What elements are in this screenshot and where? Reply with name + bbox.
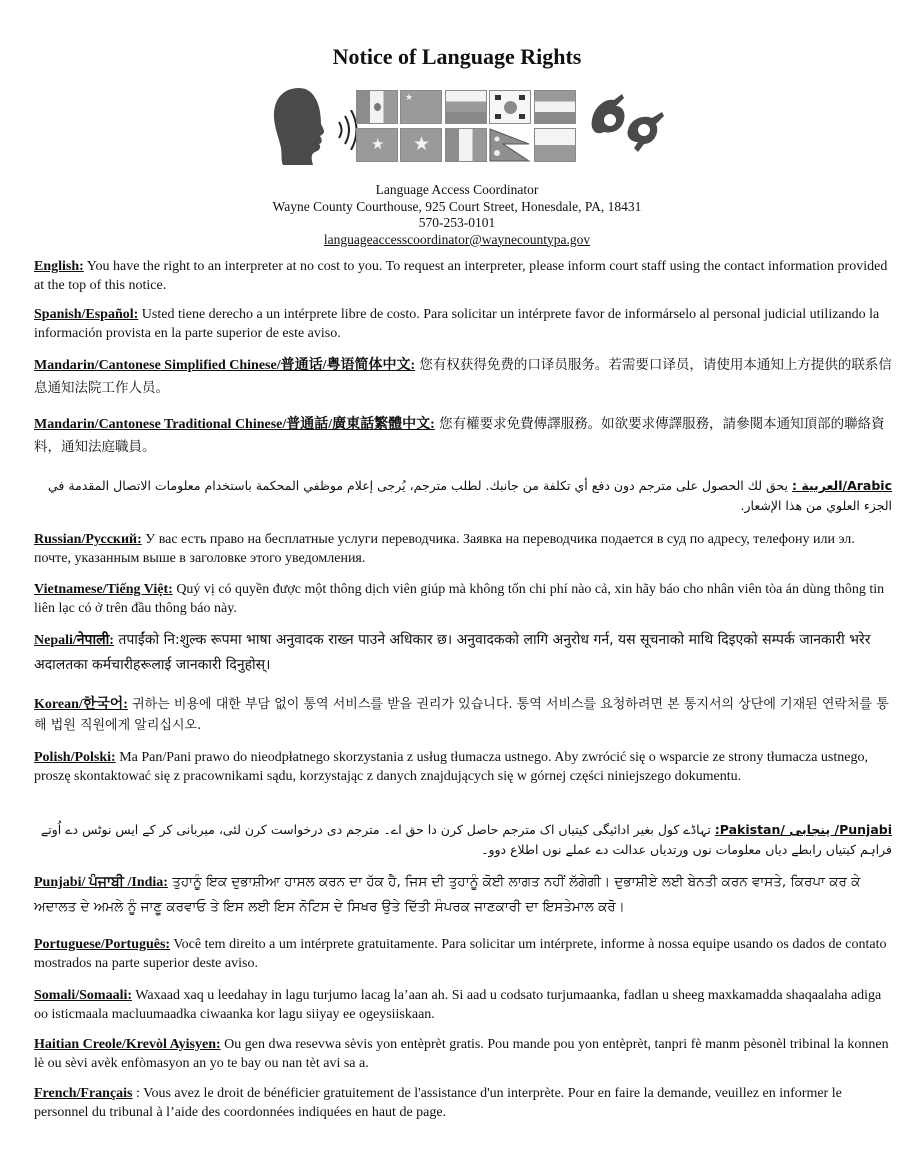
notice-spanish — [34, 305, 892, 343]
notice-text: يحق لك الحصول على مترجم دون دفع أي تكلفة من جانبك. لطلب مترجم، يُرجى إعلام موظفي المحكمة باستخدام معلومات الاتصال المقدمة في الجزء العلوي من هذا الإشعار. — [48, 478, 892, 513]
south-korea-flag-icon — [489, 90, 531, 124]
notice-text: 您有权获得免费的口译员服务。若需要口译员，请使用本通知上方提供的联系信息通知法院工作人员。 — [34, 357, 892, 396]
notice-punjabi-india — [34, 870, 892, 920]
notice-nepali — [34, 628, 892, 678]
language-label: Spanish/Español: — [34, 307, 139, 322]
poland-flag-icon — [534, 128, 576, 162]
notice-portuguese — [34, 935, 892, 973]
notice-russian — [34, 530, 892, 568]
france-flag-icon — [445, 128, 487, 162]
notice-text: तपाईंको नि:शुल्क रूपमा भाषा अनुवादक राख्न पाउने अधिकार छ। अनुवादकको लागि अनुरोध गर्न, यस सूचनाको माथि दिइएको सम्पर्क जानकारी भरेर अदालतका कर्मचारीहरूलाई जानकारी दिनुहोस्। — [34, 632, 871, 673]
notice-text: Ma Pan/Pani prawo do nieodpłatnego skorzystania z usług tłumacza ustnego. Aby zwrócić się o wsparcie ze strony tłumacza ustnego, proszę skontaktować się z pracownikami sądu, korzystając z danych znajdujących się w górnej części niniejszego dokumentu. — [34, 750, 868, 784]
language-label: Polish/Polski: — [34, 750, 116, 765]
language-label: Punjabi/ ਪੰਜਾਬੀ /India: — [34, 875, 168, 890]
contact-role: Language Access Coordinator — [375, 182, 539, 197]
notice-french — [34, 1084, 892, 1122]
notice-vietnamese — [34, 580, 892, 618]
contact-address: Wayne County Courthouse, 925 Court Street, Honesdale, PA, 18431 — [272, 198, 642, 214]
language-label: Russian/Русский: — [34, 532, 142, 547]
notice-text: ਤੁਹਾਨੂੰ ਇਕ ਦੁਭਾਸ਼ੀਆ ਹਾਸਲ ਕਰਨ ਦਾ ਹੱਕ ਹੈ, ਜਿਸ ਦੀ ਤੁਹਾਨੂੰ ਕੋਈ ਲਾਗਤ ਨਹੀਂ ਲੱਗੇਗੀ। ਦੁਭਾਸ਼ੀਏ ਲਈ ਬੇਨਤੀ ਕਰਨ ਵਾਸਤੇ, ਕਿਰਪਾ ਕਰ ਕੇ ਅਦਾਲਤ ਦੇ ਅਮਲੇ ਨੂੰ ਜਾਣੂ ਕਰਵਾਓ ਤੇ ਇਸ ਲਈ ਇਸ ਨੋਟਿਸ ਦੇ ਸਿਖਰ ਉਤੇ ਦਿੱਤੀ ਸੰਪਰਕ ਜਾਣਕਾਰੀ ਦਾ ਇਸਤੇਮਾਲ ਕਰੋ। — [34, 874, 861, 915]
nepal-flag-icon — [489, 128, 531, 162]
language-label: Arabic/العربية : — [791, 478, 892, 493]
notice-text: 您有權要求免費傳譯服務。如欲要求傳譯服務，請參閱本通知頂部的聯絡資料，通知法庭職員。 — [34, 416, 885, 455]
contact-phone: 570-253-0101 — [418, 215, 496, 230]
language-label: Nepali/नेपाली: — [34, 633, 114, 648]
notice-text: Usted tiene derecho a un intérprete libre de costo. Para solicitar un intérprete favor de informárselo al personal judicial utilizando la información provista en la parte superior de este aviso. — [34, 307, 880, 341]
language-label: Haitian Creole/Krevòl Ayisyen: — [34, 1037, 221, 1052]
language-label: English: — [34, 259, 84, 274]
language-label: Portuguese/Português: — [34, 937, 171, 952]
notice-text: Ou gen dwa resevwa sèvis yon entèprèt gratis. Pou mande pou yon entèprèt, tanpri fè manm pèsonèl tribinal la konnen lè ou sèvi avèk enfòmasyon an yo te bay ou nan tèt avi sa a. — [34, 1037, 889, 1071]
notice-chinese-traditional — [34, 413, 892, 458]
language-label: French/Français — [34, 1086, 133, 1101]
notice-somali — [34, 986, 892, 1024]
notice-haitian-creole — [34, 1035, 892, 1073]
notice-korean — [34, 694, 892, 736]
notice-chinese-simplified — [34, 354, 892, 399]
contact-email-link[interactable]: languageaccesscoordinator@waynecountypa.gov — [323, 231, 591, 247]
notice-text: تہاڈے کول بغیر ادائیگی کیتیاں اک مترجم حاصل کرن دا حق اے۔ مترجم دی درخواست کرن لئی، میربانی کر کے ایس نوٹس دے اُوتے فراہم کیتیاں رابطے دیاں معلومات نوں ورتدیاں عدالت دے عملے نوں اطلاع دوو۔ — [40, 822, 892, 857]
russia-flag-icon — [445, 90, 487, 124]
contact-block — [0, 182, 914, 248]
notice-text: 귀하는 비용에 대한 부담 없이 통역 서비스를 받을 권리가 있습니다. 통역 서비스를 요청하려면 본 통지서의 상단에 기재된 연락처를 통해 법원 직원에게 알리십시오. — [34, 697, 889, 733]
notice-text: Quý vị có quyền được một thông dịch viên giúp mà không tốn chi phí nào cả, xin hãy báo cho nhân viên tòa án dùng thông tin liên lạc có ở trên đầu thông báo này. — [34, 582, 885, 616]
notice-text: Você tem direito a um intérprete gratuitamente. Para solicitar um intérprete, informe à nossa equipe usando os dados de contato mostrados na parte superior deste aviso. — [34, 937, 887, 971]
language-label: Mandarin/Cantonese Traditional Chinese/普通話/廣東話繁體中文: — [34, 417, 435, 432]
notice-text: У вас есть право на бесплатные услуги переводчика. Заявка на переводчика подается в суд по адресу, телефону или эл. почте, указанным выше в заголовке этого уведомления. — [34, 532, 855, 566]
notice-text: : Vous avez le droit de bénéficier gratuitement de l'assistance d'un interprète. Pour en faire la demande, veuillez en informer le personnel du tribunal à l’aide des coordonnées indiquées en haut de page. — [34, 1086, 842, 1120]
somalia-flag-icon: ★ — [400, 128, 442, 162]
language-label: Somali/Somaali: — [34, 988, 133, 1003]
haiti-flag-icon — [534, 90, 576, 124]
language-label: Punjabi/ پنجابی /Pakistan: — [714, 822, 892, 837]
page-title: Notice of Language Rights — [332, 44, 582, 69]
notice-polish — [34, 748, 892, 786]
notice-text: You have the right to an interpreter at no cost to you. To request an interpreter, please inform court staff using the contact information provided at the top of this notice. — [34, 259, 888, 293]
language-banner — [265, 84, 665, 172]
sign-language-hands-icon — [588, 90, 666, 160]
language-label: Korean/한국어: — [34, 697, 128, 712]
notice-arabic — [34, 476, 892, 516]
language-label: Vietnamese/Tiếng Việt: — [34, 582, 173, 597]
speaking-head-icon — [269, 86, 331, 166]
language-label: Mandarin/Cantonese Simplified Chinese/普通话/粤语简体中文: — [34, 358, 416, 373]
notice-text: Waxaad xaq u leedahay in lagu turjumo lacag la’aan ah. Si aad u codsato turjumaanka, fadlan u sheeg maxkamadda shaqaalaha adiga oo isticmaala macluumaadka ciwaanka kor lagu siiyay ee ogeysiiskaan. — [34, 988, 882, 1022]
vietnam-flag-icon: ★ — [356, 128, 398, 162]
mexico-flag-icon — [356, 90, 398, 124]
china-flag-icon: ★ — [400, 90, 442, 124]
notice-english — [34, 257, 892, 295]
notice-punjabi-pakistan — [34, 820, 892, 860]
